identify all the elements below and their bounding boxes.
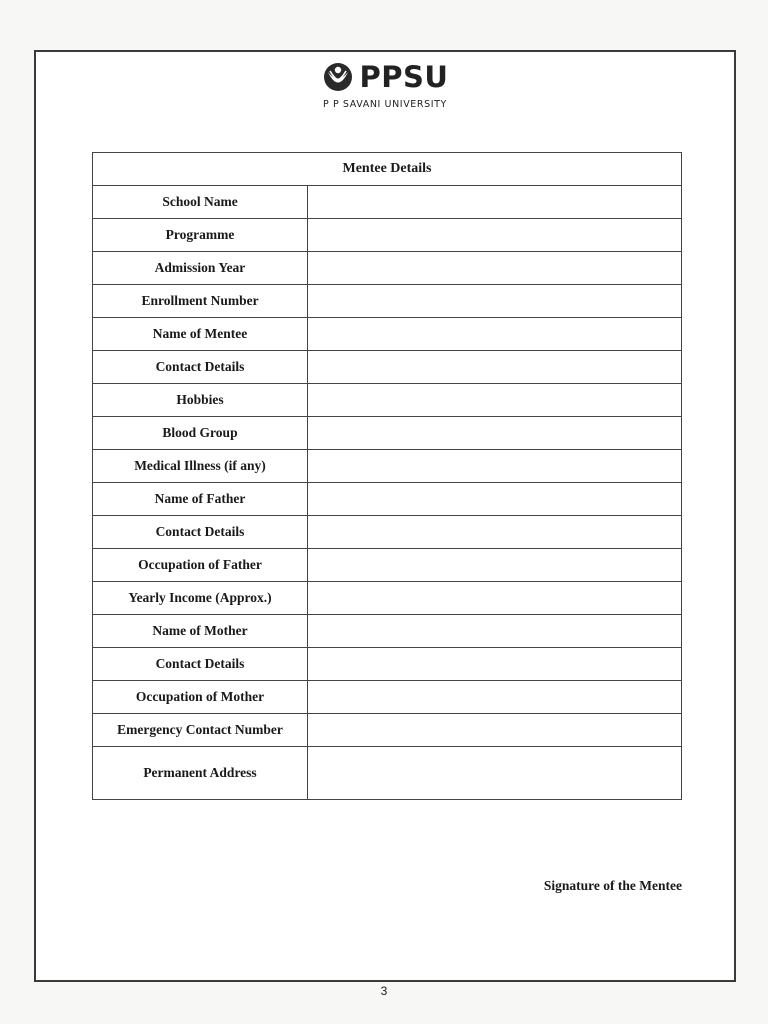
field-value-cell[interactable]: [308, 648, 682, 681]
table-row: [93, 615, 682, 648]
field-label: Occupation of Father: [93, 549, 308, 582]
field-label: Emergency Contact Number: [93, 714, 308, 747]
field-label: Enrollment Number: [93, 285, 308, 318]
table-row: [93, 549, 682, 582]
table-row: [93, 450, 682, 483]
table-row: [93, 681, 682, 714]
page-number: 3: [380, 984, 388, 998]
field-label: Contact Details: [93, 516, 308, 549]
table-row: [93, 582, 682, 615]
field-label: Occupation of Mother: [93, 681, 308, 714]
field-label: Blood Group: [93, 417, 308, 450]
field-value-cell[interactable]: [308, 351, 682, 384]
field-label: Hobbies: [93, 384, 308, 417]
ppsu-emblem-icon: [322, 61, 354, 93]
field-label: Name of Father: [93, 483, 308, 516]
table-title: Mentee Details: [93, 153, 682, 186]
field-value-cell[interactable]: [308, 219, 682, 252]
field-value-cell[interactable]: [308, 747, 682, 800]
university-logo: [36, 60, 734, 110]
table-row: [93, 384, 682, 417]
mentee-details-table: [92, 152, 682, 800]
table-row: [93, 714, 682, 747]
field-label: Permanent Address: [93, 747, 308, 800]
table-row: [93, 417, 682, 450]
field-value-cell[interactable]: [308, 681, 682, 714]
field-value-cell[interactable]: [308, 615, 682, 648]
table-row: [93, 483, 682, 516]
table-row: [93, 252, 682, 285]
field-label: Contact Details: [93, 648, 308, 681]
table-row: [93, 747, 682, 800]
field-value-cell[interactable]: [308, 582, 682, 615]
field-value-cell[interactable]: [308, 450, 682, 483]
table-row: [93, 219, 682, 252]
table-row: [93, 186, 682, 219]
field-label: Yearly Income (Approx.): [93, 582, 308, 615]
field-value-cell[interactable]: [308, 318, 682, 351]
table-row: [93, 285, 682, 318]
field-value-cell[interactable]: [308, 285, 682, 318]
field-value-cell[interactable]: [308, 384, 682, 417]
field-label: Admission Year: [93, 252, 308, 285]
field-label: School Name: [93, 186, 308, 219]
logo-subtitle: P P SAVANI UNIVERSITY: [323, 99, 447, 110]
logo-text: PPSU: [359, 60, 449, 94]
field-value-cell[interactable]: [308, 516, 682, 549]
field-label: Name of Mentee: [93, 318, 308, 351]
field-value-cell[interactable]: [308, 252, 682, 285]
signature-label: Signature of the Mentee: [543, 878, 682, 893]
page-frame: [34, 50, 736, 982]
table-row: [93, 351, 682, 384]
table-row: [93, 648, 682, 681]
field-value-cell[interactable]: [308, 483, 682, 516]
field-label: Contact Details: [93, 351, 308, 384]
field-label: Programme: [93, 219, 308, 252]
field-value-cell[interactable]: [308, 417, 682, 450]
table-row: [93, 318, 682, 351]
field-label: Medical Illness (if any): [93, 450, 308, 483]
field-value-cell[interactable]: [308, 714, 682, 747]
field-label: Name of Mother: [93, 615, 308, 648]
table-row: [93, 516, 682, 549]
field-value-cell[interactable]: [308, 186, 682, 219]
field-value-cell[interactable]: [308, 549, 682, 582]
